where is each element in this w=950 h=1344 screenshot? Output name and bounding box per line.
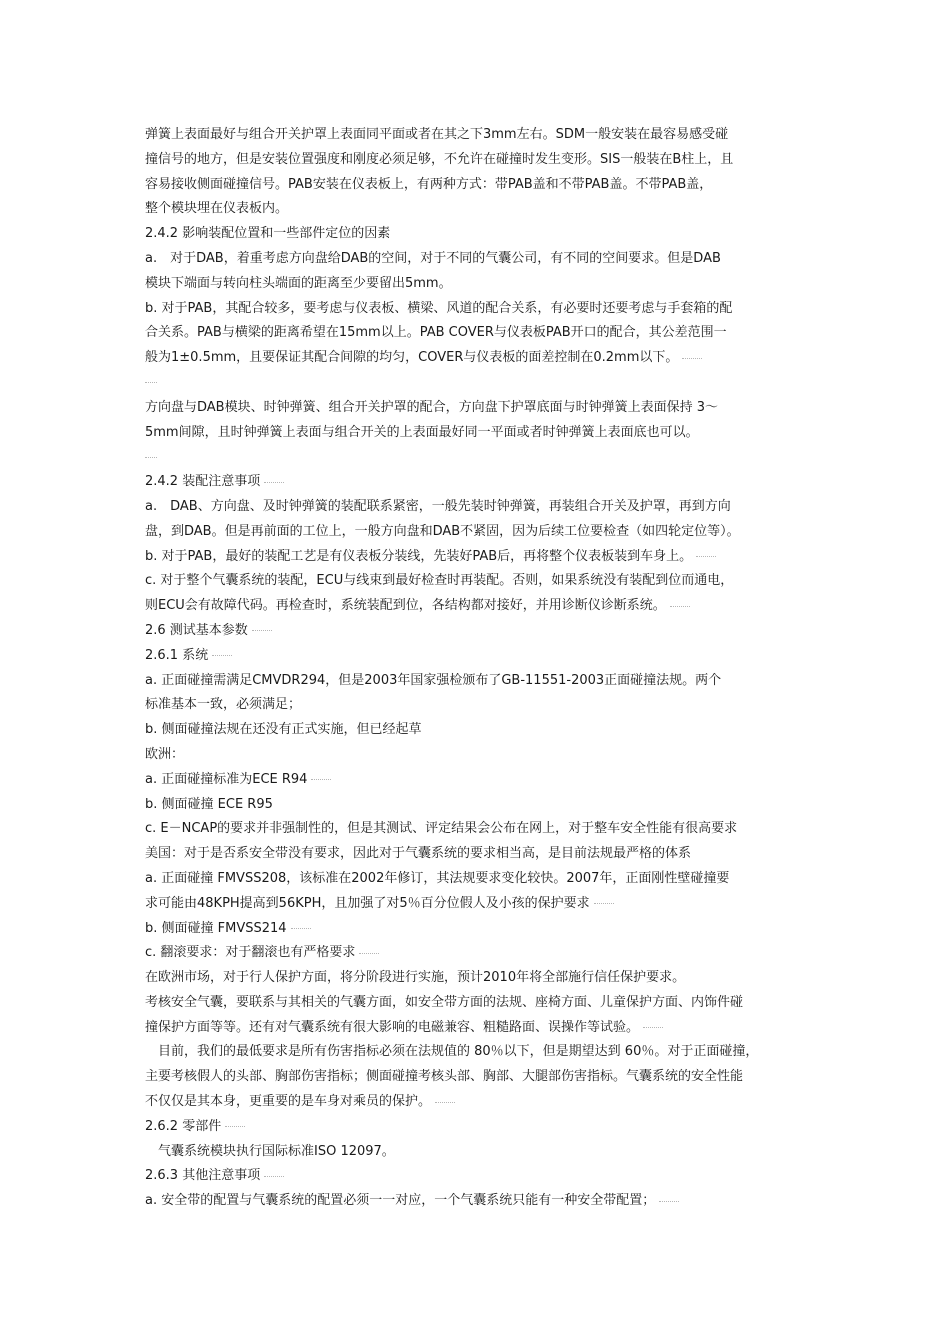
line-text: 容易接收侧面碰撞信号。PAB安装在仪表板上，有两种方式：带PAB盖和不带PAB盖。不带PAB盖， <box>145 176 713 192</box>
line-text: a. 正面碰撞标准为ECE R94 <box>145 771 308 787</box>
dotted-leader <box>264 1175 284 1177</box>
line-text: c. E－NCAP的要求并非强制性的，但是其测试、评定结果会公布在网上，对于整车安全性能有很高要求 <box>145 821 738 837</box>
dotted-leader <box>435 1101 455 1103</box>
dotted-leader <box>225 1125 245 1127</box>
text-line <box>145 346 815 371</box>
text-line <box>145 173 815 198</box>
line-text: 模块下端面与转向柱头端面的距离至少要留出5mm。 <box>145 275 452 291</box>
text-line <box>145 594 815 619</box>
text-line <box>145 1090 815 1115</box>
text-line <box>145 917 815 942</box>
line-text: 2.4.2 影响装配位置和一些部件定位的因素 <box>145 226 391 242</box>
dotted-leader <box>359 952 379 954</box>
text-line <box>145 743 815 768</box>
text-line <box>145 396 815 421</box>
dotted-leader <box>212 654 232 656</box>
line-text: 考核安全气囊，要联系与其相关的气囊方面，如安全带方面的法规、座椅方面、儿童保护方面、内饰件碰 <box>145 994 744 1010</box>
dotted-leader <box>696 555 716 557</box>
dotted-leader <box>145 456 157 458</box>
line-text: 撞保护方面等等。还有对气囊系统有很大影响的电磁兼容、粗糙路面、误操作等试验。 <box>145 1019 640 1035</box>
line-text: b. 对于PAB，其配合较多，要考虑与仪表板、横梁、风道的配合关系，有必要时还要考虑与手套箱的配 <box>145 300 733 316</box>
text-line <box>145 941 815 966</box>
text-line <box>145 197 815 222</box>
text-line <box>145 718 815 743</box>
text-line <box>145 1115 815 1140</box>
line-text: 方向盘与DAB模块、时钟弹簧、组合开关护罩的配合，方向盘下护罩底面与时钟弹簧上表面保持 3～ <box>145 399 718 415</box>
blank-line <box>145 445 815 470</box>
text-line <box>145 247 815 272</box>
line-text: 不仅仅是其本身，更重要的是车身对乘员的保护。 <box>145 1094 432 1110</box>
text-line <box>145 222 815 247</box>
line-text: 美国：对于是否系安全带没有要求，因此对于气囊系统的要求相当高，是目前法规最严格的体系 <box>145 846 692 862</box>
line-text: 2.4.2 装配注意事项 <box>145 474 261 490</box>
blank-line <box>145 371 815 396</box>
text-line <box>145 892 815 917</box>
text-line <box>145 817 815 842</box>
dotted-leader <box>311 778 331 780</box>
line-text: 弹簧上表面最好与组合开关护罩上表面同平面或者在其之下3mm左右。SDM一般安装在最容易感受碰 <box>145 127 729 142</box>
text-line <box>145 470 815 495</box>
text-line <box>145 991 815 1016</box>
text-line <box>145 619 815 644</box>
line-text: 整个模块埋在仪表板内。 <box>145 201 289 217</box>
line-text: 气囊系统模块执行国际标准ISO 12097。 <box>145 1143 395 1159</box>
line-text: 目前，我们的最低要求是所有伤害指标必须在法规值的 80％以下，但是期望达到 60％。对于正面碰撞， <box>145 1044 759 1060</box>
line-text: b. 侧面碰撞 FMVSS214 <box>145 920 287 936</box>
text-line <box>145 272 815 297</box>
text-line <box>145 693 815 718</box>
text-line <box>145 768 815 793</box>
line-text: 主要考核假人的头部、胸部伤害指标；侧面碰撞考核头部、胸部、大腿部伤害指标。气囊系统的安全性能 <box>145 1069 744 1085</box>
text-line <box>145 669 815 694</box>
line-text: 标准基本一致，必须满足； <box>145 697 302 713</box>
line-text: a. 安全带的配置与气囊系统的配置必须一一对应，一个气囊系统只能有一种安全带配置； <box>145 1193 656 1209</box>
text-line <box>145 148 815 173</box>
text-line <box>145 842 815 867</box>
text-line <box>145 421 815 446</box>
line-text: b. 对于PAB，最好的装配工艺是有仪表板分装线，先装好PAB后，再将整个仪表板装到车身上。 <box>145 548 693 564</box>
document-body <box>145 123 815 1214</box>
text-line <box>145 1164 815 1189</box>
dotted-leader <box>291 927 311 929</box>
text-line <box>145 495 815 520</box>
line-text: a. DAB、方向盘、及时钟弹簧的装配联系紧密，一般先装时钟弹簧，再装组合开关及护罩，再到方向 <box>145 498 731 514</box>
dotted-leader <box>594 902 614 904</box>
line-text: 盘，到DAB。但是再前面的工位上，一般方向盘和DAB不紧固，因为后续工位要检查（如四轮定位等）。 <box>145 523 740 539</box>
text-line <box>145 545 815 570</box>
text-line <box>145 1065 815 1090</box>
line-text: 5mm间隙，且时钟弹簧上表面与组合开关的上表面最好同一平面或者时钟弹簧上表面底也可以。 <box>145 424 699 440</box>
line-text: a. 对于DAB，着重考虑方向盘给DAB的空间，对于不同的气囊公司，有不同的空间要求。但是DAB <box>145 250 721 266</box>
text-line <box>145 1189 815 1214</box>
line-text: 2.6.2 零部件 <box>145 1118 222 1134</box>
text-line <box>145 1016 815 1041</box>
text-line <box>145 123 815 148</box>
line-text: 撞信号的地方，但是安装位置强度和刚度必须足够，不允许在碰撞时发生变形。SIS一般装在B柱上，且 <box>145 151 734 167</box>
dotted-leader <box>264 481 284 483</box>
line-text: b. 侧面碰撞法规在还没有正式实施，但已经起草 <box>145 722 422 738</box>
line-text: a. 正面碰撞 FMVSS208，该标准在2002年修订，其法规要求变化较快。2007年，正面刚性壁碰撞要 <box>145 870 730 886</box>
text-line <box>145 644 815 669</box>
line-text: b. 侧面碰撞 ECE R95 <box>145 796 273 812</box>
text-line <box>145 297 815 322</box>
text-line <box>145 569 815 594</box>
dotted-leader <box>145 381 157 383</box>
text-line <box>145 1140 815 1165</box>
dotted-leader <box>643 1026 663 1028</box>
line-text: 则ECU会有故障代码。再检查时，系统装配到位，各结构都对接好，并用诊断仪诊断系统。 <box>145 598 666 614</box>
dotted-leader <box>670 605 690 607</box>
line-text: 2.6 测试基本参数 <box>145 622 248 638</box>
text-line <box>145 1040 815 1065</box>
text-line <box>145 520 815 545</box>
line-text: a. 正面碰撞需满足CMVDR294，但是2003年国家强检颁布了GB-11551-2003正面碰撞法规。两个 <box>145 672 722 688</box>
text-line <box>145 867 815 892</box>
dotted-leader <box>252 629 272 631</box>
dotted-leader <box>682 357 702 359</box>
line-text: 求可能由48KPH提高到56KPH，且加强了对5％百分位假人及小孩的保护要求 <box>145 895 590 911</box>
line-text: c. 对于整个气囊系统的装配，ECU与线束到最好检查时再装配。否则，如果系统没有装配到位而通电， <box>145 573 734 589</box>
line-text: 合关系。PAB与横梁的距离希望在15mm以上。PAB COVER与仪表板PAB开口的配合，其公差范围一 <box>145 325 727 341</box>
text-line <box>145 793 815 818</box>
line-text: 2.6.1 系统 <box>145 647 209 663</box>
dotted-leader <box>659 1200 679 1202</box>
line-text: 在欧洲市场，对于行人保护方面，将分阶段进行实施，预计2010年将全部施行信任保护要求。 <box>145 970 686 986</box>
line-text: 欧洲： <box>145 746 185 762</box>
text-line <box>145 966 815 991</box>
line-text: 2.6.3 其他注意事项 <box>145 1168 261 1184</box>
line-text: 般为1±0.5mm，且要保证其配合间隙的均匀，COVER与仪表板的面差控制在0.2mm以下。 <box>145 350 679 366</box>
line-text: c. 翻滚要求：对于翻滚也有严格要求 <box>145 945 356 961</box>
text-line <box>145 321 815 346</box>
